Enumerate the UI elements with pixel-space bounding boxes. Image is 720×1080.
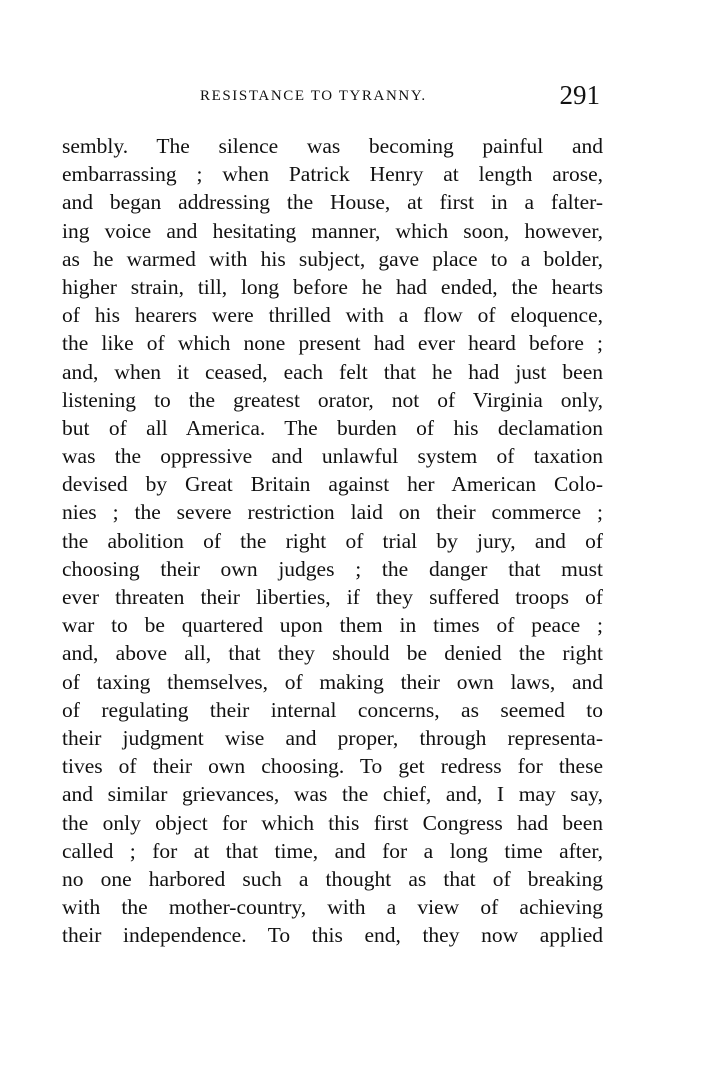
text-line: called ; for at that time, and for a long time after,	[62, 838, 603, 863]
text-line: their independence. To this end, they now applied	[62, 923, 603, 948]
text-line: but of all America. The burden of his declamation	[62, 415, 603, 440]
text-line: sembly. The silence was becoming painful and	[62, 134, 603, 158]
text-line: listening to the greatest orator, not of Virginia only,	[62, 387, 603, 412]
text-line: tives of their own choosing. To get redress for these	[62, 754, 603, 779]
text-line: the like of which none present had ever heard before ;	[62, 331, 603, 356]
text-line: devised by Great Britain against her American Colo-	[62, 472, 603, 497]
text-line: with the mother-country, with a view of achieving	[62, 895, 603, 920]
text-line: war to be quartered upon them in times of peace ;	[62, 613, 603, 638]
text-line: the abolition of the right of trial by jury, and of	[62, 528, 603, 553]
text-line: of taxing themselves, of making their own laws, and	[62, 669, 603, 694]
text-line: no one harbored such a thought as that of breaking	[62, 866, 603, 891]
text-line: ever threaten their liberties, if they suffered troops of	[62, 585, 603, 609]
text-line: and, when it ceased, each felt that he had just been	[62, 359, 603, 384]
text-line: ing voice and hesitating manner, which soon, however,	[62, 218, 603, 243]
text-line: higher strain, till, long before he had ended, the hearts	[62, 274, 603, 299]
text-line: the only object for which this first Congress had been	[62, 810, 603, 835]
page-number: 291	[559, 80, 600, 110]
running-title: RESISTANCE TO TYRANNY.	[200, 88, 427, 104]
text-line: choosing their own judges ; the danger that must	[62, 556, 603, 581]
text-line: and similar grievances, was the chief, and, I may say,	[62, 782, 603, 807]
text-line: their judgment wise and proper, through representa-	[62, 725, 603, 750]
body-text	[62, 132, 603, 949]
text-line: as he warmed with his subject, gave place to a bolder,	[62, 246, 603, 271]
text-line: nies ; the severe restriction laid on their commerce ;	[62, 500, 603, 525]
text-line: of regulating their internal concerns, as seemed to	[62, 697, 603, 722]
text-line: embarrassing ; when Patrick Henry at length arose,	[62, 162, 603, 187]
running-head	[62, 80, 606, 114]
text-line: and began addressing the House, at first in a falter-	[62, 190, 603, 215]
text-line: and, above all, that they should be denied the right	[62, 641, 603, 666]
text-line: of his hearers were thrilled with a flow of eloquence,	[62, 303, 603, 328]
text-line: was the oppressive and unlawful system of taxation	[62, 444, 603, 469]
